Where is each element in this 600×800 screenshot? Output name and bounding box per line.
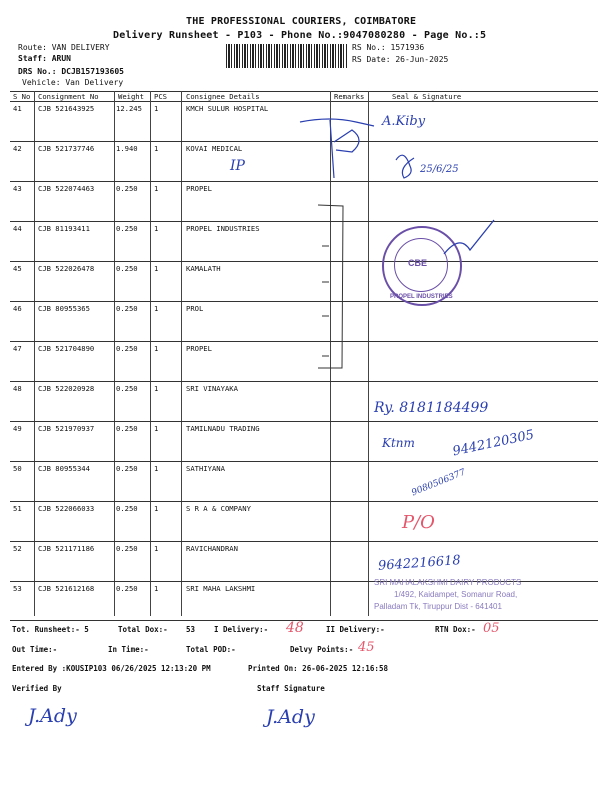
i-delivery: I Delivery:- [214, 625, 269, 634]
printed-on: Printed On: 26-06-2025 12:16:58 [248, 664, 388, 673]
row-weight: 0.250 [116, 504, 138, 513]
seal-ring-text: PROPEL INDUSTRIES [390, 294, 453, 300]
date-row-42: 25/6/25 [420, 164, 459, 175]
row-pcs: 1 [154, 384, 159, 393]
row-weight: 0.250 [116, 344, 138, 353]
row-sno: 52 [13, 544, 22, 553]
col-header-remarks: Remarks [334, 92, 365, 101]
po-note-row-51: P/O [402, 512, 435, 533]
row-consignee: PROL [186, 304, 204, 313]
phone-row-48: Ry. 8181184499 [374, 400, 489, 416]
delvy-points: Delvy Points:- [290, 645, 354, 654]
runsheet-subtitle: Delivery Runsheet - P103 - Phone No.:9047080280 - Page No.:5 [113, 30, 487, 41]
col-header-consignment: Consignment No [38, 92, 99, 101]
tot-runsheet: Tot. Runsheet:- 5 [12, 625, 89, 634]
staff-signature-label: Staff Signature [257, 684, 325, 693]
row-pcs: 1 [154, 584, 159, 593]
row-weight: 0.250 [116, 464, 138, 473]
row-consignee: PROPEL INDUSTRIES [186, 224, 260, 233]
stamp-line-3: Palladam Tk, Tiruppur Dist - 641401 [374, 602, 502, 611]
row-sno: 43 [13, 184, 22, 193]
row-weight: 0.250 [116, 184, 138, 193]
stamp-line-2: 1/492, Kaidampet, Somanur Road, [394, 590, 518, 599]
row-consignee: TAMILNADU TRADING [186, 424, 260, 433]
row-consignee: KMCH SULUR HOSPITAL [186, 104, 269, 113]
row-pcs: 1 [154, 504, 159, 513]
delvy-points-value: 45 [358, 640, 375, 655]
drs-number: DRS No.: DCJB157193605 [18, 67, 124, 76]
row-sno: 51 [13, 504, 22, 513]
row-weight: 1.940 [116, 144, 138, 153]
row-consignment-no: CJB 522074463 [38, 184, 95, 193]
row-consignee: S R A & COMPANY [186, 504, 251, 513]
staff-signature: J.Ady [266, 706, 315, 728]
rtn-dox-value: 05 [483, 621, 500, 636]
signature-row-41: A.Kiby [382, 114, 426, 129]
col-header-pcs: PCS [154, 92, 167, 101]
out-time: Out Time:- [12, 645, 58, 654]
row-weight: 12.245 [116, 104, 142, 113]
seal-center-text: CBE [408, 258, 428, 268]
row-consignment-no: CJB 521704890 [38, 344, 95, 353]
row-consignment-no: CJB 521737746 [38, 144, 95, 153]
row-consignee: KOVAI MEDICAL [186, 144, 243, 153]
row-sno: 47 [13, 344, 22, 353]
total-dox-value: 53 [186, 625, 196, 634]
row-weight: 0.250 [116, 264, 138, 273]
row-consignment-no: CJB 521612168 [38, 584, 95, 593]
route: Route: VAN DELIVERY [18, 43, 110, 52]
row-consignment-no: CJB 80955344 [38, 464, 90, 473]
ii-delivery: II Delivery:- [326, 625, 385, 634]
verified-by-label: Verified By [12, 684, 62, 693]
note-row-42-ip: IP [230, 158, 245, 174]
row-consignee: PROPEL [186, 184, 212, 193]
row-consignee: KAMALATH [186, 264, 221, 273]
row-consignment-no: CJB 522020928 [38, 384, 95, 393]
stamp-line-1: SRI MAHALAKSHMI DAIRY PRODUCTS [374, 578, 522, 587]
row-consignment-no: CJB 81193411 [38, 224, 90, 233]
i-delivery-value: 48 [286, 620, 304, 636]
row-pcs: 1 [154, 424, 159, 433]
row-consignment-no: CJB 522066033 [38, 504, 95, 513]
row-sno: 42 [13, 144, 22, 153]
row-pcs: 1 [154, 224, 159, 233]
col-header-weight: Weight [118, 92, 144, 101]
in-time: In Time:- [108, 645, 149, 654]
row-sno: 41 [13, 104, 22, 113]
verified-signature: J.Ady [28, 705, 77, 727]
company-title: THE PROFESSIONAL COURIERS, COIMBATORE [186, 16, 417, 27]
row-consignee: RAVICHANDRAN [186, 544, 238, 553]
row-consignee: SATHIYANA [186, 464, 225, 473]
row-consignment-no: CJB 521643925 [38, 104, 95, 113]
row-pcs: 1 [154, 304, 159, 313]
row-pcs: 1 [154, 104, 159, 113]
total-pod: Total POD:- [186, 645, 236, 654]
total-dox: Total Dox:- [118, 625, 168, 634]
row-pcs: 1 [154, 264, 159, 273]
row-consignee: PROPEL [186, 344, 212, 353]
row-sno: 48 [13, 384, 22, 393]
seal-checkmark [440, 214, 500, 274]
col-header-consignee: Consignee Details [186, 92, 260, 101]
row-pcs: 1 [154, 144, 159, 153]
row-consignment-no: CJB 522026478 [38, 264, 95, 273]
row-sno: 44 [13, 224, 22, 233]
rs-number: RS No.: 1571936 [352, 43, 425, 52]
rs-date: RS Date: 26-Jun-2025 [352, 55, 449, 64]
row-weight: 0.250 [116, 304, 138, 313]
phone-row-49: 9442120305 [451, 427, 536, 460]
row-consignee: SRI MAHA LAKSHMI [186, 584, 256, 593]
entered-by: Entered By :KOUSIP103 06/26/2025 12:13:20 PM [12, 664, 211, 673]
rtn-dox: RTN Dox:- [435, 625, 476, 634]
row-consignment-no: CJB 521171186 [38, 544, 95, 553]
row-weight: 0.250 [116, 424, 138, 433]
row-pcs: 1 [154, 464, 159, 473]
row-weight: 0.250 [116, 384, 138, 393]
row-pcs: 1 [154, 184, 159, 193]
col-header-seal: Seal & Signature [392, 92, 462, 101]
row-sno: 49 [13, 424, 22, 433]
row-weight: 0.250 [116, 224, 138, 233]
col-header-sno: S No [13, 92, 31, 101]
row-sno: 46 [13, 304, 22, 313]
row-consignment-no: CJB 521970937 [38, 424, 95, 433]
staff: Staff: ARUN [18, 54, 71, 63]
row-pcs: 1 [154, 544, 159, 553]
row-sno: 53 [13, 584, 22, 593]
vehicle: Vehicle: Van Delivery [22, 78, 124, 87]
row-weight: 0.250 [116, 544, 138, 553]
phone-row-50: 9080506377 [410, 467, 468, 499]
row-sno: 50 [13, 464, 22, 473]
phone-row-53: 9642216618 [377, 553, 462, 574]
row-sno: 45 [13, 264, 22, 273]
row-consignee: SRI VINAYAKA [186, 384, 238, 393]
row-consignment-no: CJB 80955365 [38, 304, 90, 313]
company-stamp [374, 577, 521, 613]
row-weight: 0.250 [116, 584, 138, 593]
row-pcs: 1 [154, 344, 159, 353]
signature-row-49: Ktnm [382, 436, 415, 450]
